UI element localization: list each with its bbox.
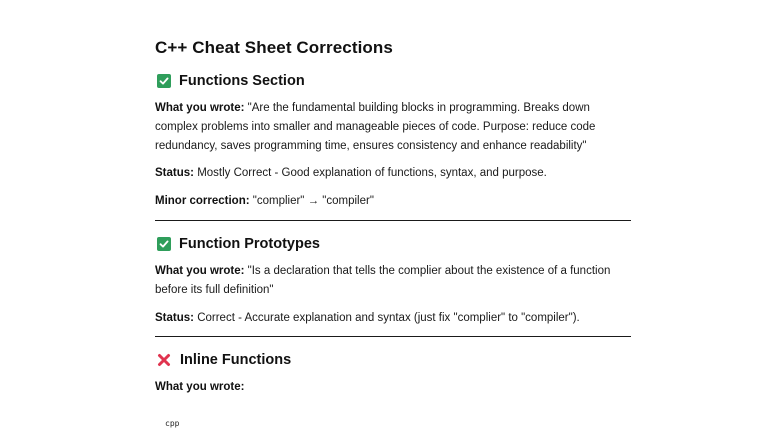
- what-you-wrote-text: "Are the fundamental building blocks in programming. Breaks down complex problems into smaller and manageable pieces of code. Purpose: reduce code redundancy, saves programming time, ensures consistency and enhance readability": [155, 102, 596, 152]
- page-title: C++ Cheat Sheet Corrections: [155, 38, 393, 57]
- what-you-wrote-paragraph: [155, 262, 631, 300]
- minor-correction-paragraph: [155, 192, 631, 211]
- section-divider: [155, 220, 631, 221]
- what-you-wrote-label: What you wrote:: [155, 265, 245, 277]
- section-heading-text: Function Prototypes: [179, 236, 320, 252]
- section-heading-functions: [155, 73, 305, 89]
- section-heading-inline-functions: [155, 352, 291, 368]
- code-language-label: cpp: [165, 419, 180, 428]
- what-you-wrote-paragraph: [155, 99, 631, 156]
- section-heading-text: Inline Functions: [180, 352, 292, 368]
- what-you-wrote-paragraph: [155, 378, 631, 397]
- check-icon: [157, 74, 171, 88]
- section-heading-text: Functions Section: [179, 73, 305, 89]
- status-label: Status:: [155, 167, 194, 179]
- document-page: [155, 0, 631, 441]
- status-paragraph: [155, 164, 631, 183]
- what-you-wrote-label: What you wrote:: [155, 102, 245, 114]
- minor-correction-label: Minor correction:: [155, 195, 250, 207]
- cross-icon: [156, 352, 172, 368]
- status-text: Correct - Accurate explanation and syntax (just fix "complier" to "compiler").: [197, 312, 580, 324]
- status-text: Mostly Correct - Good explanation of functions, syntax, and purpose.: [197, 167, 547, 179]
- status-paragraph: [155, 309, 631, 328]
- what-you-wrote-text: "Is a declaration that tells the complier about the existence of a function before its full definition": [155, 265, 611, 296]
- what-you-wrote-label: What you wrote:: [155, 381, 245, 393]
- minor-correction-text: "complier" → "compiler": [252, 195, 374, 207]
- section-divider: [155, 336, 631, 337]
- status-label: Status:: [155, 312, 194, 324]
- check-icon: [157, 237, 171, 251]
- section-heading-function-prototypes: [155, 236, 320, 252]
